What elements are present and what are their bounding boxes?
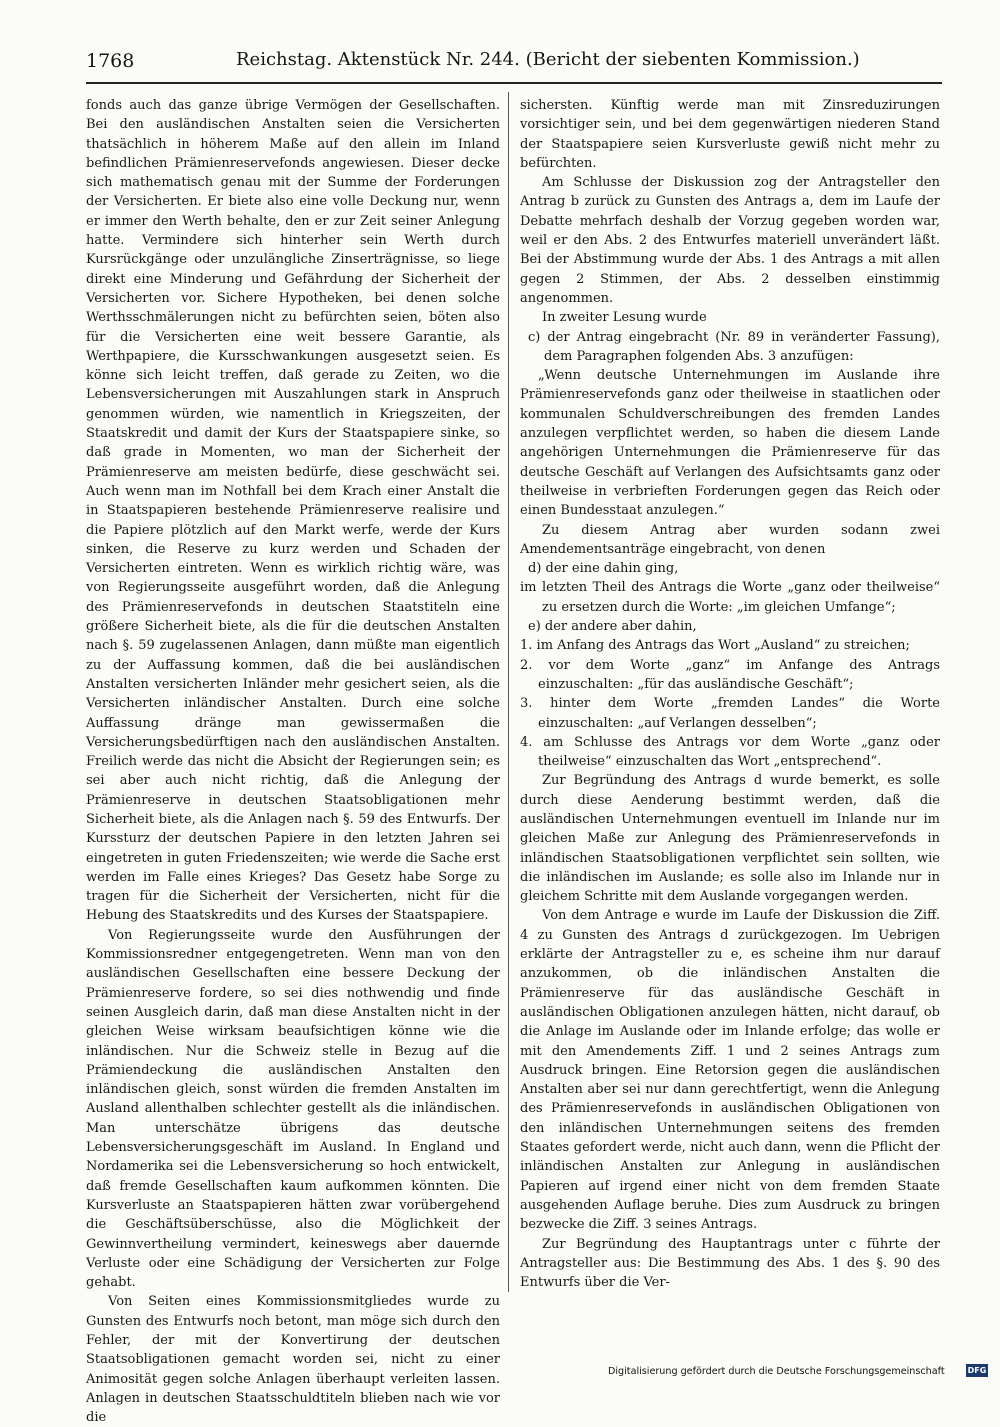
left-column — [86, 96, 500, 1426]
header-rule — [86, 82, 942, 84]
right-paragraph-5: Zur Begründung des Antrags d wurde bemerkt, es solle durch diese Aenderung bestimmt werden, daß die ausländischen Unternehmungen eventuell im Inlande nur im gleichen Maße zur Anlegung des Prämienreservefonds in inländischen Staatsobligationen verpflichtet sein sollten, wie die inländischen im Auslande; es solle also im Inlande nur in gleichem Schritte mit dem Auslande vorgegangen werden. — [520, 773, 940, 905]
motion-c-quote: „Wenn deutsche Unternehmungen im Auslande ihre Prämienreservefonds ganz oder theilweise in staatlichen oder kommunalen Schuldverschreibungen des fremden Landes anzulegen verpflichtet werden, so haben die diesem Lande angehörigen Unternehmungen die Prämienreserve für das deutsche Geschäft auf Verlangen des Aufsichtsamts ganz oder theilweise in verbrieften Forderungen gegen das Reich oder einen Bundesstaat anzulegen.“ — [520, 368, 940, 519]
motion-e-item-3: 3. hinter dem Worte „fremden Landes“ die Worte einzuschalten: „auf Verlangen desselben“; — [520, 696, 940, 731]
right-paragraph-1: sichersten. Künftig werde man mit Zinsreduzirungen vorsichtiger sein, und bei dem gegenwärtigen niederen Stand der Staatspapiere seien Kursverluste gewiß nicht mehr zu befürchten. — [520, 98, 940, 171]
left-paragraph-3: Von Seiten eines Kommissionsmitgliedes wurde zu Gunsten des Entwurfs noch betont, man möge sich durch den Fehler, der mit der Konvertirung der deutschen Staatsobligationen gemacht worden sei, nicht zu einer Animosität gegen solche Anlagen überhaupt verleiten lassen. Anlagen in deutschen Staatsschuldtiteln blieben nach wie vor die — [86, 1294, 500, 1426]
motion-e-item-4: 4. am Schlusse des Antrags vor dem Worte „ganz oder theilweise“ einzuschalten das Wort „entsprechend“. — [520, 734, 940, 770]
digitization-credit: Digitalisierung gefördert durch die Deutsche Forschungsgemeinschaft — [608, 1366, 945, 1377]
motion-d: d) der eine dahin ging, — [528, 561, 679, 577]
dfg-logo: DFG — [967, 1366, 987, 1375]
right-paragraph-2: Am Schlusse der Diskussion zog der Antragsteller den Antrag b zurück zu Gunsten des Antrags a, dem im Laufe der Debatte mehrfach deshalb der Vorzug gegeben worden war, weil er den Abs. 2 des Entwurfes materiell unverändert läßt. Bei der Abstimmung wurde der Abs. 1 des Antrags a mit allen gegen 2 Stimmen, der Abs. 2 desselben einstimmig angenommen. — [520, 175, 940, 306]
column-divider — [508, 92, 509, 1292]
right-column — [520, 96, 940, 1301]
motion-e: e) der andere aber dahin, — [528, 619, 697, 635]
running-head: Reichstag. Aktenstück Nr. 244. (Bericht der siebenten Kommission.) — [236, 49, 860, 70]
motion-e-item-2: 2. vor dem Worte „ganz“ im Anfange des Antrags einzuschalten: „für das ausländische Geschäft“; — [520, 657, 940, 692]
page-number: 1768 — [86, 50, 135, 72]
left-paragraph-2: Von Regierungsseite wurde den Ausführungen der Kommissionsredner entgegengetreten. Wenn man von den ausländischen Gesellschaften eine bessere Deckung der Prämienreserve fordere, so sei dies nothwendig und finde seinen Ausgleich darin, daß man diese Anstalten nicht in der gleichen Weise wirksam beaufsichtigen könne wie die inländischen. Nur die Schweiz stelle in Bezug auf die Prämiendeckung die ausländischen Anstalten den inländischen gleich, sonst würden die fremden Anstalten im Ausland allenthalben schlechter gestellt als die inländischen. Man unterschätze übrigens das deutsche Lebensversicherungsgeschäft im Ausland. In England und Nordamerika sei die Lebensversicherung so hoch entwickelt, daß fremde Gesellschaften kaum aufkommen könnten. Die Kursverluste an Staatspapieren hätten zwar vorübergehend die Geschäftsüberschüsse, also die Möglichkeit der Gewinnvertheilung vermindert, keineswegs aber dauernde Verluste oder eine Schädigung der Versicherten zur Folge gehabt. — [86, 927, 500, 1291]
motion-c: c) der Antrag eingebracht (Nr. 89 in veränderter Fassung), dem Paragraphen folgenden Abs. 3 anzufügen: — [528, 329, 940, 364]
right-paragraph-3: In zweiter Lesung wurde — [542, 310, 707, 326]
right-paragraph-6: Von dem Antrage e wurde im Laufe der Diskussion die Ziff. 4 zu Gunsten des Antrags d zurückgezogen. Im Uebrigen erklärte der Antragsteller zu e, es scheine ihm nur darauf anzukommen, ob die inländischen Anstalten die Prämienreserve für das ausländische Geschäft in ausländischen Obligationen anzulegen hätten, nicht darauf, ob die Anlage im Auslande oder im Inlande erfolge; das wolle er mit den Amendements Ziff. 1 und 2 seines Antrags zum Ausdruck bringen. Eine Retorsion gegen die ausländischen Anstalten aber sei nur dann gerechtfertigt, wenn die Anlegung des Prämienreservefonds in ausländischen Obligationen von den inländischen Unternehmungen seitens des fremden Staates gefordert werde, nicht auch dann, wenn die Pflicht der inländischen Anstalten zur Anlegung in ausländischen Papieren auf irgend einer nicht von dem fremden Staate ausgehenden Auflage beruhe. Dies zum Ausdruck zu bringen bezwecke die Ziff. 3 seines Antrags. — [520, 908, 940, 1233]
motion-e-item-1: 1. im Anfang des Antrags das Wort „Ausland“ zu streichen; — [520, 638, 910, 654]
page-header — [86, 46, 942, 78]
right-paragraph-4: Zu diesem Antrag aber wurden sodann zwei Amendementsanträge eingebracht, von denen — [520, 522, 940, 557]
right-paragraph-7: Zur Begründung des Hauptantrags unter c führte der Antragsteller aus: Die Bestimmung des Abs. 1 des §. 90 des Entwurfs über die Ver- — [520, 1236, 940, 1291]
left-paragraph-1: fonds auch das ganze übrige Vermögen der Gesellschaften. Bei den ausländischen Anstalten seien die Versicherten thatsächlich in höherem Maße auf den allein im Inland befindlichen Prämienreservefonds angewiesen. Dieser decke sich mathematisch genau mit der Summe der Forderungen der Versicherten. Er biete also eine volle Deckung nur, wenn er immer den Werth behalte, den er zur Zeit seiner Anlegung hatte. Verminderе sich hinterher sein Werth durch Kursrückgänge oder unzulängliche Zinserträgnisse, so liege direkt eine Minderung und Gefährdung der Sicherheit der Versicherten vor. Sichere Hypotheken, bei denen solche Werthsschmälerungen nicht zu befürchten seien, böten also für die Versicherten eine weit bessere Garantie, als Werthpapiere, die Kursschwankungen ausgesetzt seien. Es könne sich leicht treffen, daß gerade zu Zeiten, wo die Lebensversicherungen mit Auszahlungen stark in Anspruch genommen würden, wie namentlich in Kriegszeiten, der Staatskredit und damit der Kurs der Staatspapiere sinke, so daß grade in Momenten, wo man der Sicherheit der Prämienreserve am meisten bedürfe, diese geschwächt sei. Auch wenn man im Nothfall bei dem Krach einer Anstalt die in Staatspapieren bestehende Prämienreserve realisire und die Papiere plötzlich auf den Markt werfe, werde der Kurs sinken, die Reserve zu kurz werden und Schaden der Versicherten eintreten. Wenn es wirklich richtig wäre, was von Regierungsseite ausgeführt worden, daß die Anlegung des Prämienreservefonds in deutschen Staatstiteln eine größere Sicherheit biete, als die für die deutschen Anstalten nach §. 59 zugelassenen Anlagen, dann müßte man eigentlich zu der Auffassung kommen, daß die bei ausländischen Anstalten versicherten Inländer mehr gesichert seien, als die Versicherten inländischer Anstalten. Durch eine solche Auffassung dränge man gewissermaßen die Versicherungsbedürftigen nach den ausländischen Anstalten. Freilich werde das nicht die Absicht der Regierungen sein; es sei aber auch nicht richtig, daß die Anlegung der Prämienreserve in deutschen Staatsobligationen mehr Sicherheit biete, als die Anlagen nach §. 59 des Entwurfs. Der Kurssturz der deutschen Papiere in den letzten Jahren sei eingetreten in guten Friedenszeiten; wie werde die Sache erst werden im Falle eines Krieges? Das Gesetz habe Sorge zu tragen für die Sicherheit der Versicherten, nicht für die Hebung des Staatskredits und des Kurses der Staatspapiere. — [86, 98, 500, 924]
motion-d-text: im letzten Theil des Antrags die Worte „ganz oder theilweise“ zu ersetzen durch die Worte: „im gleichen Umfange“; — [520, 580, 940, 615]
